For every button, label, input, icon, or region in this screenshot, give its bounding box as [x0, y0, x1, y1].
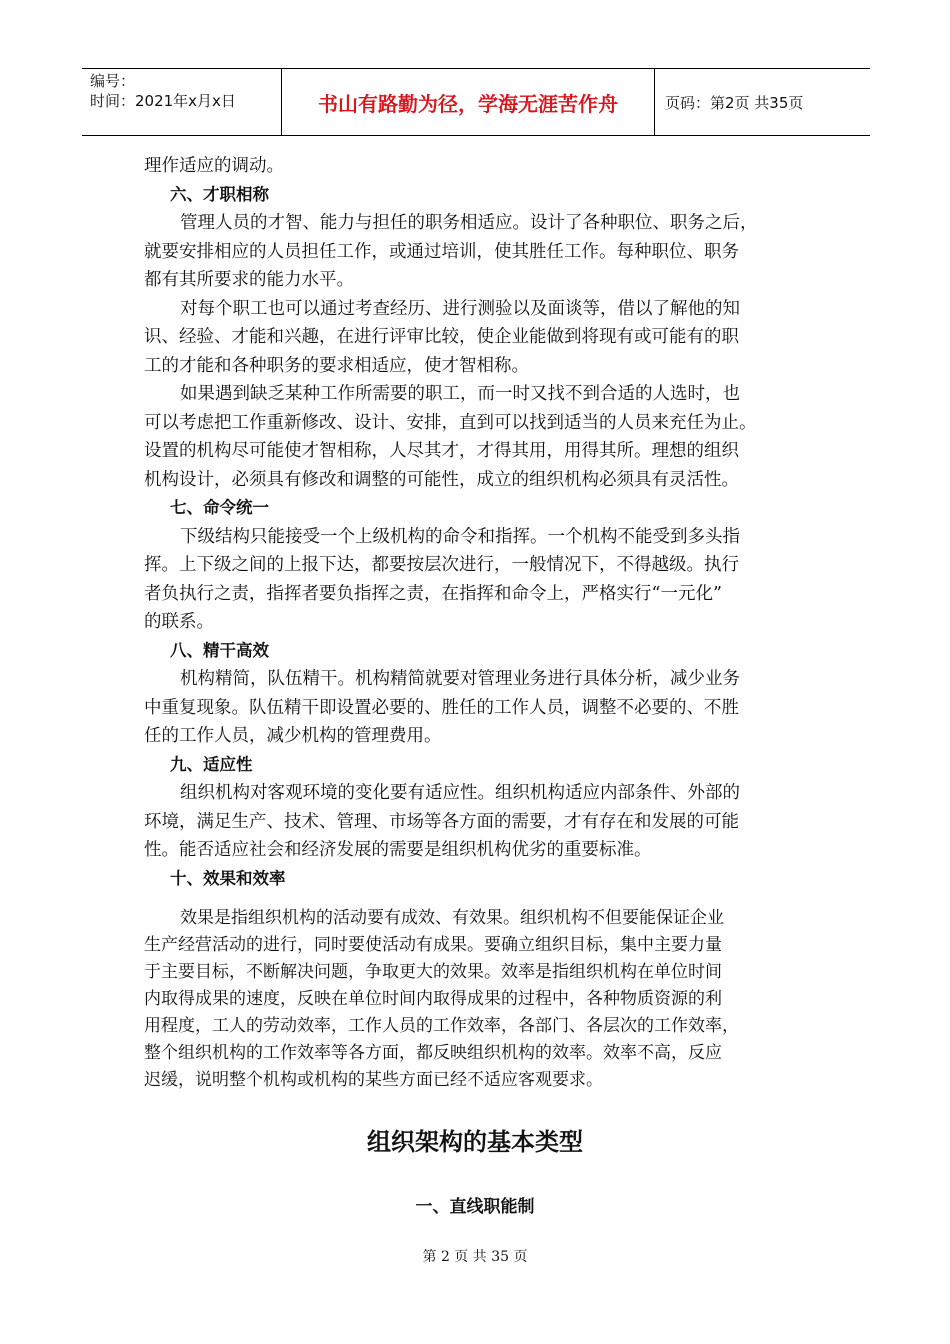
text-line: 就要安排相应的人员担任工作，或通过培训，使其胜任工作。每种职位、职务 — [144, 241, 739, 262]
page-header — [82, 68, 870, 136]
header-motto: 书山有路勤为径，学海无涯苦作舟 — [282, 69, 655, 135]
text-line: 工的才能和各种职务的要求相适应，使才智相称。 — [144, 355, 529, 376]
time-label: 时间：2021年x月x日 — [90, 92, 236, 110]
paragraph-gap — [144, 893, 809, 905]
section-heading: 六、才职相称 — [170, 184, 269, 204]
text-line: 环境，满足生产、技术、管理、市场等各方面的需要，才有存在和发展的可能 — [144, 811, 739, 832]
text-line: 可以考虑把工作重新修改、设计、安排，直到可以找到适当的人员来充任为止。 — [144, 412, 757, 433]
section-heading: 十、效果和效率 — [170, 868, 286, 888]
text-line: 管理人员的才智、能力与担任的职务相适应。设计了各种职位、职务之后， — [180, 213, 758, 233]
section-title: 组织架构的基本类型 — [367, 1128, 583, 1156]
text-line: 的联系。 — [144, 612, 214, 632]
number-label: 编号： — [90, 72, 136, 90]
text-line: 效果是指组织机构的活动要有成效、有效果。组织机构不但要能保证企业 — [180, 908, 724, 928]
text-line: 整个组织机构的工作效率等各方面，都反映组织机构的效率。效率不高，反应 — [144, 1043, 722, 1063]
text-line: 中重复现象。队伍精干即设置必要的、胜任的工作人员，调整不必要的、不胜 — [144, 697, 739, 718]
text-line: 任的工作人员，减少机构的管理费用。 — [144, 726, 442, 746]
text-line: 者负执行之责，指挥者要负指挥之责，在指挥和命令上，严格实行“一元化” — [144, 583, 722, 604]
text-line: 下级结构只能接受一个上级机构的命令和指挥。一个机构不能受到多头指 — [180, 526, 740, 547]
page-footer: 第 2 页 共 35 页 — [422, 1249, 528, 1265]
header-meta — [82, 69, 282, 135]
text-line: 组织机构对客观环境的变化要有适应性。组织机构适应内部条件、外部的 — [180, 783, 740, 803]
text-line: 对每个职工也可以通过考查经历、进行测验以及面谈等，借以了解他的知 — [180, 298, 740, 319]
body-text — [144, 152, 809, 1094]
text-line: 如果遇到缺乏某种工作所需要的职工，而一时又找不到合适的人选时，也 — [180, 384, 740, 404]
text-line: 于主要目标，不断解决问题，争取更大的效果。效率是指组织机构在单位时间 — [144, 962, 722, 982]
subsection-title: 一、直线职能制 — [415, 1197, 535, 1217]
effect-efficiency-paragraph — [144, 905, 809, 1094]
main-paragraphs — [144, 152, 809, 893]
text-line: 性。能否适应社会和经济发展的需要是组织机构优劣的重要标准。 — [144, 840, 652, 860]
text-line: 设置的机构尽可能使才智相称，人尽其才，才得其用，用得其所。理想的组织 — [144, 441, 739, 461]
section-heading: 九、适应性 — [170, 754, 253, 774]
text-line: 用程度，工人的劳动效率，工作人员的工作效率，各部门、各层次的工作效率， — [144, 1016, 739, 1036]
text-line: 机构精简，队伍精干。机构精简就要对管理业务进行具体分析，减少业务 — [180, 669, 740, 689]
text-line: 机构设计，必须具有修改和调整的可能性，成立的组织机构必须具有灵活性。 — [144, 469, 739, 490]
text-line: 识、经验、才能和兴趣，在进行评审比较，使企业能做到将现有或可能有的职 — [144, 327, 739, 347]
section-heading: 七、命令统一 — [170, 498, 269, 517]
text-line: 迟缓，说明整个机构或机构的某些方面已经不适应客观要求。 — [144, 1070, 603, 1090]
header-page-info: 页码：第2页 共35页 — [665, 93, 804, 112]
text-line: 内取得成果的速度，反映在单位时间内取得成果的过程中，各种物质资源的利 — [144, 989, 722, 1009]
section-heading: 八、精干高效 — [170, 640, 269, 660]
text-line: 都有其所要求的能力水平。 — [144, 270, 354, 290]
text-line: 理作适应的调动。 — [144, 156, 284, 176]
text-line: 生产经营活动的进行，同时要使活动有成果。要确立组织目标，集中主要力量 — [144, 935, 722, 955]
text-line: 挥。上下级之间的上报下达，都要按层次进行，一般情况下，不得越级。执行 — [144, 555, 739, 575]
